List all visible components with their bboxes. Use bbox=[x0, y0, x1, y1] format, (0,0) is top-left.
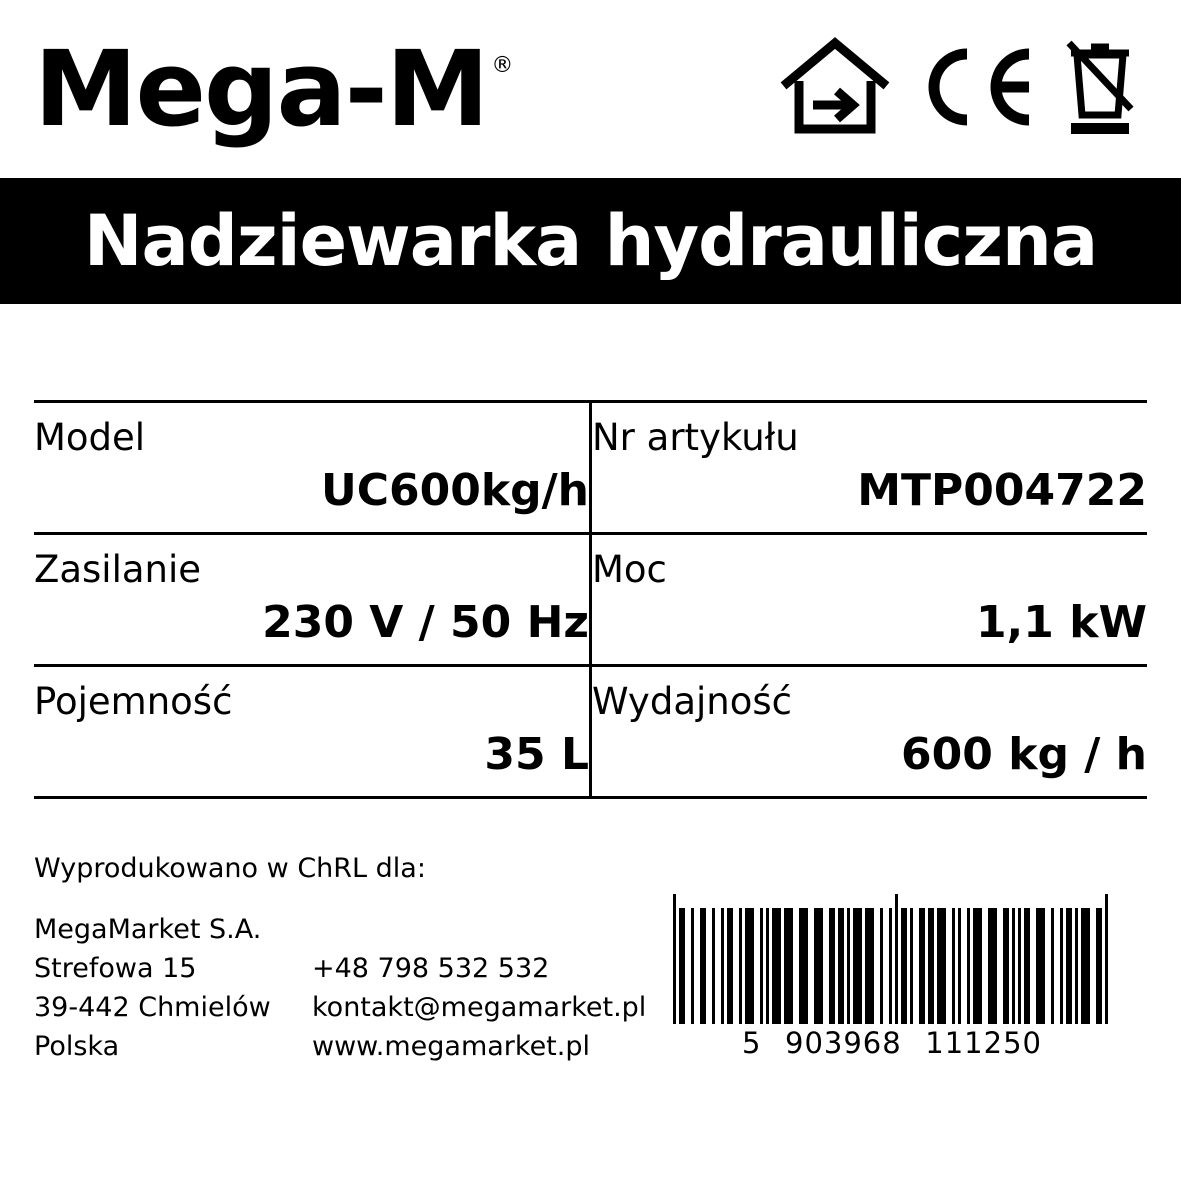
compliance-marks bbox=[779, 35, 1139, 144]
registered-trademark-icon: ® bbox=[491, 53, 514, 78]
label-header bbox=[0, 0, 1181, 178]
spec-label: Nr artykułu bbox=[592, 416, 799, 459]
email-address: kontakt@megamarket.pl bbox=[312, 992, 647, 1024]
website-address: www.megamarket.pl bbox=[312, 1031, 590, 1063]
barcode-bars bbox=[673, 908, 1111, 1024]
spec-cell-power-supply bbox=[34, 534, 591, 666]
phone-number: +48 798 532 532 bbox=[312, 953, 550, 985]
company-name: MegaMarket S.A. bbox=[34, 914, 262, 946]
spec-cell-output bbox=[591, 666, 1148, 798]
table-row bbox=[34, 534, 1147, 666]
label-footer bbox=[0, 853, 1181, 1063]
spec-value: UC600kg/h bbox=[320, 464, 589, 516]
page-title: Nadziewarka hydrauliczna bbox=[83, 200, 1098, 282]
barcode-digits-right: 111250 bbox=[925, 1026, 1042, 1061]
spec-value: 600 kg / h bbox=[901, 728, 1147, 780]
spec-cell-model bbox=[34, 402, 591, 534]
specifications-section bbox=[0, 400, 1181, 799]
barcode-digits bbox=[742, 1026, 1042, 1060]
contact-grid bbox=[34, 953, 647, 1063]
spec-value: MTP004722 bbox=[857, 464, 1147, 516]
table-row bbox=[34, 402, 1147, 534]
indoor-use-house-icon bbox=[779, 37, 891, 142]
ce-mark-icon bbox=[917, 44, 1035, 135]
spec-value: 35 L bbox=[484, 728, 589, 780]
product-title-bar bbox=[0, 178, 1181, 304]
spec-value: 230 V / 50 Hz bbox=[262, 596, 589, 648]
brand-logo-text: Mega-M bbox=[34, 28, 488, 150]
barcode-digits-left: 903968 bbox=[785, 1026, 902, 1061]
spec-label: Moc bbox=[592, 548, 667, 592]
spec-label: Pojemność bbox=[34, 680, 233, 724]
barcode-digit-lead: 5 bbox=[742, 1026, 762, 1061]
weee-crossed-bin-icon bbox=[1061, 35, 1139, 144]
manufacturer-block bbox=[34, 853, 647, 1063]
spec-label: Zasilanie bbox=[34, 548, 202, 592]
specifications-table bbox=[34, 400, 1147, 799]
spec-cell-capacity bbox=[34, 666, 591, 798]
brand-logo bbox=[34, 28, 514, 150]
barcode bbox=[673, 908, 1111, 1060]
address-line-2: 39-442 Chmielów bbox=[34, 992, 271, 1024]
spec-label: Model bbox=[34, 416, 146, 459]
spec-label: Wydajność bbox=[592, 680, 792, 724]
spec-value: 1,1 kW bbox=[975, 596, 1147, 648]
table-row bbox=[34, 666, 1147, 798]
spec-cell-power bbox=[591, 534, 1148, 666]
made-in-text: Wyprodukowano w ChRL dla: bbox=[34, 853, 426, 885]
address-line-1: Strefowa 15 bbox=[34, 953, 197, 985]
address-line-3: Polska bbox=[34, 1031, 120, 1063]
spec-cell-article-number bbox=[591, 402, 1148, 534]
